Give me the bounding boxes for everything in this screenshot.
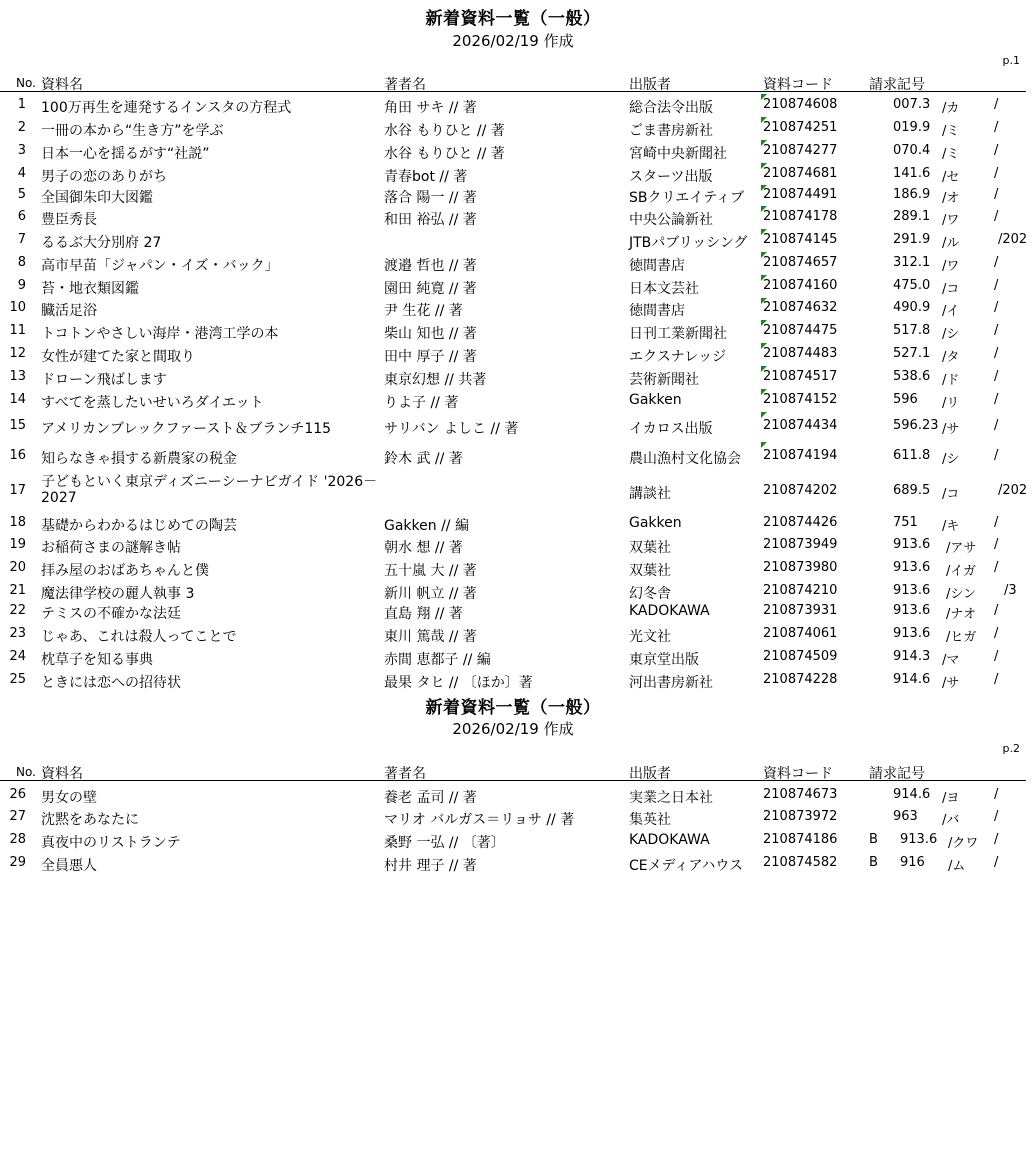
row-number: 22 [9, 603, 26, 618]
call-volume-cell: / [994, 323, 999, 338]
call-author-mark-cell: /クワ [948, 836, 979, 851]
call-volume-cell: / [994, 809, 999, 824]
cell-comment-marker [761, 442, 767, 448]
author-cell: 和田 裕弘 // 著 [384, 212, 477, 228]
call-volume-cell: /202 [998, 483, 1028, 498]
material-code-cell: 210874160 [763, 278, 838, 293]
title-cell: 一冊の本から“生き方”を学ぶ [41, 123, 224, 139]
table-row [0, 206, 1026, 228]
material-code-cell: 210874509 [763, 649, 838, 664]
call-volume-cell: / [994, 120, 999, 135]
call-author-mark-cell: /コ [942, 282, 960, 297]
title-cell: 男女の壁 [41, 790, 97, 806]
call-class-cell: 963 [893, 809, 918, 824]
call-volume-cell: / [994, 515, 999, 530]
publisher-cell: 農山漁村文化協会 [629, 451, 741, 467]
row-number: 12 [9, 346, 26, 361]
author-cell: 田中 厚子 // 著 [384, 349, 477, 365]
call-class-cell: 490.9 [893, 300, 931, 315]
call-class-cell: 007.3 [893, 97, 931, 112]
row-number: 14 [9, 392, 26, 407]
publisher-cell: 河出書房新社 [629, 675, 713, 691]
call-author-mark-cell: /ド [942, 373, 960, 388]
call-volume-cell: / [994, 300, 999, 315]
row-number: 7 [17, 232, 26, 247]
call-class-cell: 291.9 [893, 232, 931, 247]
call-volume-cell: / [994, 187, 999, 202]
table-row [0, 829, 1026, 851]
call-class-cell: 914.6 [893, 672, 931, 687]
table-row [0, 320, 1026, 342]
material-code-cell: 210874632 [763, 300, 838, 315]
material-code-cell: 210874202 [763, 483, 838, 498]
call-author-mark-cell: /ワ [942, 213, 960, 228]
title-cell: 枕草子を知る事典 [41, 652, 153, 668]
page-number: p.2 [1002, 742, 1020, 755]
call-author-mark-cell: /アサ [946, 541, 977, 556]
table-row [0, 117, 1026, 139]
table-row [0, 557, 1026, 579]
call-volume-cell: / [994, 255, 999, 270]
call-volume-cell: / [994, 392, 999, 407]
table-row [0, 229, 1026, 251]
table-row [0, 472, 1026, 510]
cell-comment-marker [761, 229, 767, 235]
cell-comment-marker [761, 366, 767, 372]
call-author-mark-cell: /シ [942, 452, 960, 467]
material-code-cell: 210874186 [763, 832, 838, 847]
page-number: p.1 [1002, 54, 1020, 67]
table-row [0, 366, 1026, 388]
material-code-cell: 210873980 [763, 560, 838, 575]
call-author-mark-cell: /ミ [942, 147, 960, 162]
table-row [0, 389, 1026, 411]
title-cell: お稲荷さまの謎解き帖 [41, 540, 181, 556]
row-number: 27 [9, 809, 26, 824]
material-code-cell: 210874426 [763, 515, 838, 530]
title-cell: 高市早苗「ジャパン・イズ・バック」 [41, 258, 279, 274]
table-row [0, 534, 1026, 556]
table-row [0, 442, 1026, 471]
row-number: 2 [17, 120, 26, 135]
author-cell: 五十嵐 大 // 著 [384, 563, 477, 579]
publisher-cell: スターツ出版 [629, 169, 713, 185]
cell-comment-marker [761, 412, 767, 418]
call-volume-cell: / [994, 626, 999, 641]
call-author-mark-cell: /ワ [942, 259, 960, 274]
call-class-cell: 914.6 [893, 787, 931, 802]
cell-comment-marker [761, 185, 767, 191]
call-author-mark-cell: /コ [942, 487, 960, 502]
call-author-mark-cell: /サ [942, 422, 960, 437]
title-cell: すべてを蒸したいせいろダイエット [41, 395, 264, 411]
row-number: 29 [9, 855, 26, 870]
row-number: 25 [9, 672, 26, 687]
title-cell: 子どもといく東京ディズニーシーナビガイド '2026－2027 [41, 474, 378, 506]
title-cell: 全国御朱印大図鑑 [41, 190, 153, 206]
header-author: 著者名 [384, 766, 426, 782]
row-number: 26 [9, 787, 26, 802]
material-code-cell: 210874210 [763, 583, 838, 598]
material-code-cell: 210873949 [763, 537, 838, 552]
author-cell: Gakken // 編 [384, 518, 469, 534]
call-class-cell: 913.6 [900, 832, 938, 847]
call-author-mark-cell: /バ [942, 813, 960, 828]
author-cell: 角田 サキ // 著 [384, 100, 477, 116]
author-cell: 村井 理子 // 著 [384, 858, 477, 874]
publisher-cell: イカロス出版 [629, 421, 713, 437]
call-volume-cell: / [994, 448, 999, 463]
call-author-mark-cell: /セ [942, 170, 960, 185]
row-number: 6 [17, 209, 26, 224]
call-prefix-cell: B [869, 855, 878, 870]
table-row [0, 343, 1026, 365]
material-code-cell: 210874517 [763, 369, 838, 384]
material-code-cell: 210874475 [763, 323, 838, 338]
row-number: 18 [9, 515, 26, 530]
publisher-cell: 芸術新聞社 [629, 372, 699, 388]
table-row [0, 646, 1026, 668]
publisher-cell: 徳間書店 [629, 258, 685, 274]
row-number: 21 [9, 583, 26, 598]
table-row [0, 623, 1026, 645]
call-class-cell: 913.6 [893, 537, 931, 552]
header-no: No. [16, 76, 36, 90]
call-volume-cell: / [994, 672, 999, 687]
publisher-cell: エクスナレッジ [629, 349, 727, 365]
call-class-cell: 913.6 [893, 626, 931, 641]
column-header-row [0, 69, 1026, 92]
page-title: 新着資料一覧（一般） [425, 698, 601, 718]
call-author-mark-cell: /タ [942, 350, 960, 365]
call-author-mark-cell: /ム [948, 859, 966, 874]
call-class-cell: 913.6 [893, 560, 931, 575]
call-class-cell: 751 [893, 515, 918, 530]
table-row [0, 669, 1026, 691]
cell-comment-marker [761, 389, 767, 395]
call-author-mark-cell: /ミ [942, 124, 960, 139]
author-cell: 柴山 知也 // 著 [384, 326, 477, 342]
call-volume-cell: /3 [1004, 583, 1017, 598]
publisher-cell: KADOKAWA [629, 832, 710, 848]
author-cell: 桑野 一弘 // 〔著〕 [384, 835, 505, 851]
publisher-cell: KADOKAWA [629, 603, 710, 619]
call-class-cell: 913.6 [893, 583, 931, 598]
publisher-cell: 講談社 [629, 486, 671, 502]
call-class-cell: 517.8 [893, 323, 931, 338]
publisher-cell: Gakken [629, 392, 682, 408]
title-cell: ときには恋への招待状 [41, 675, 181, 691]
title-cell: テミスの不確かな法廷 [41, 606, 181, 622]
author-cell: 新川 帆立 // 著 [384, 586, 477, 602]
author-cell: 東京幻想 // 共著 [384, 372, 487, 388]
publisher-cell: CEメディアハウス [629, 858, 743, 874]
call-author-mark-cell: /ヨ [942, 791, 960, 806]
call-class-cell: 538.6 [893, 369, 931, 384]
author-cell: りよ子 // 著 [384, 395, 459, 411]
title-cell: ドローン飛ばします [41, 372, 167, 388]
author-cell: 落合 陽一 // 著 [384, 190, 477, 206]
table-row [0, 852, 1026, 874]
cell-comment-marker [761, 140, 767, 146]
material-code-cell: 210874251 [763, 120, 838, 135]
publisher-cell: 光文社 [629, 629, 671, 645]
title-cell: るるぶ大分別府 27 [41, 235, 162, 251]
author-cell: 水谷 もりひと // 著 [384, 123, 505, 139]
row-number: 3 [17, 143, 26, 158]
row-number: 13 [9, 369, 26, 384]
table-row [0, 298, 1026, 319]
publisher-cell: 総合法令出版 [629, 100, 713, 116]
table-row [0, 601, 1026, 622]
material-code-cell: 210874483 [763, 346, 838, 361]
call-author-mark-cell: /シン [946, 587, 977, 602]
cell-comment-marker [761, 343, 767, 349]
material-code-cell: 210874582 [763, 855, 838, 870]
title-cell: 知らなきゃ損する新農家の税金 [41, 451, 237, 467]
row-number: 4 [17, 166, 26, 181]
material-code-cell: 210874145 [763, 232, 838, 247]
call-class-cell: 596.23 [893, 418, 939, 433]
cell-comment-marker [761, 252, 767, 258]
call-volume-cell: / [994, 166, 999, 181]
author-cell: 青春bot // 著 [384, 169, 468, 185]
call-volume-cell: / [994, 649, 999, 664]
publisher-cell: 双葉社 [629, 540, 671, 556]
author-cell: 渡邉 哲也 // 著 [384, 258, 477, 274]
author-cell: サリバン よしこ // 著 [384, 421, 519, 437]
title-cell: 男子の恋のありがち [41, 169, 167, 185]
call-author-mark-cell: /ナオ [946, 607, 977, 622]
call-volume-cell: / [994, 560, 999, 575]
header-code: 資料コード [763, 766, 833, 782]
table-row [0, 94, 1026, 116]
title-cell: トコトンやさしい海岸・港湾工学の本 [41, 326, 279, 342]
call-class-cell: 916 [900, 855, 925, 870]
call-author-mark-cell: /マ [942, 653, 960, 668]
call-class-cell: 186.9 [893, 187, 931, 202]
publisher-cell: 中央公論新社 [629, 212, 713, 228]
material-code-cell: 210874657 [763, 255, 838, 270]
call-class-cell: 914.3 [893, 649, 931, 664]
title-cell: 沈黙をあなたに [41, 812, 139, 828]
title-cell: 100万再生を連発するインスタの方程式 [41, 100, 292, 116]
publisher-cell: 双葉社 [629, 563, 671, 579]
material-code-cell: 210874061 [763, 626, 838, 641]
table-row [0, 185, 1026, 206]
header-publisher: 出版者 [629, 77, 671, 93]
table-row [0, 252, 1026, 274]
call-author-mark-cell: /ル [942, 236, 960, 251]
publisher-cell: Gakken [629, 515, 682, 531]
material-code-cell: 210874673 [763, 787, 838, 802]
material-code-cell: 210874277 [763, 143, 838, 158]
title-cell: 全員悪人 [41, 858, 97, 874]
cell-comment-marker [761, 117, 767, 123]
call-volume-cell: / [994, 209, 999, 224]
publisher-cell: 日本文芸社 [629, 281, 699, 297]
title-cell: 女性が建てた家と間取り [41, 349, 195, 365]
material-code-cell: 210874681 [763, 166, 838, 181]
author-cell: 園田 純寛 // 著 [384, 281, 477, 297]
table-row [0, 806, 1026, 828]
header-title: 資料名 [41, 766, 83, 782]
table-row [0, 140, 1026, 162]
material-code-cell: 210874178 [763, 209, 838, 224]
cell-comment-marker [761, 163, 767, 169]
column-header-row [0, 758, 1026, 781]
row-number: 5 [17, 187, 26, 202]
publisher-cell: 集英社 [629, 812, 671, 828]
row-number: 17 [9, 483, 26, 498]
call-class-cell: 596 [893, 392, 918, 407]
cell-comment-marker [761, 275, 767, 281]
call-class-cell: 611.8 [893, 448, 931, 463]
row-number: 20 [9, 560, 26, 575]
table-row [0, 784, 1026, 806]
row-number: 8 [17, 255, 26, 270]
material-code-cell: 210874152 [763, 392, 838, 407]
publisher-cell: 幻冬舎 [629, 586, 671, 602]
call-author-mark-cell: /イガ [946, 564, 976, 579]
material-code-cell: 210873972 [763, 809, 838, 824]
row-number: 15 [9, 418, 26, 433]
call-volume-cell: / [994, 418, 999, 433]
material-code-cell: 210874491 [763, 187, 838, 202]
row-number: 10 [9, 300, 26, 315]
call-prefix-cell: B [869, 832, 878, 847]
publisher-cell: SBクリエイティブ [629, 190, 745, 206]
row-number: 1 [17, 97, 26, 112]
title-cell: 豊臣秀長 [41, 212, 97, 228]
row-number: 11 [9, 323, 26, 338]
call-author-mark-cell: /イ [942, 304, 960, 319]
title-cell: 拝み屋のおばあちゃんと僕 [41, 563, 209, 579]
call-class-cell: 527.1 [893, 346, 931, 361]
call-volume-cell: / [994, 346, 999, 361]
call-volume-cell: / [994, 143, 999, 158]
call-author-mark-cell: /ヒガ [946, 630, 977, 645]
cell-comment-marker [761, 206, 767, 212]
call-class-cell: 289.1 [893, 209, 931, 224]
call-class-cell: 689.5 [893, 483, 931, 498]
publisher-cell: 徳間書店 [629, 303, 685, 319]
material-code-cell: 210873931 [763, 603, 838, 618]
call-author-mark-cell: /キ [942, 519, 960, 534]
row-number: 28 [9, 832, 26, 847]
header-code: 資料コード [763, 77, 833, 93]
author-cell: 直島 翔 // 著 [384, 606, 463, 622]
call-author-mark-cell: /リ [942, 396, 960, 411]
header-publisher: 出版者 [629, 766, 671, 782]
title-cell: アメリカンブレックファースト＆ブランチ115 [41, 421, 332, 437]
publisher-cell: 日刊工業新聞社 [629, 326, 727, 342]
row-number: 19 [9, 537, 26, 552]
call-volume-cell: / [994, 537, 999, 552]
material-code-cell: 210874228 [763, 672, 838, 687]
call-volume-cell: / [994, 97, 999, 112]
author-cell: マリオ バルガス＝リョサ // 著 [384, 812, 575, 828]
table-row [0, 275, 1026, 297]
call-class-cell: 475.0 [893, 278, 931, 293]
call-class-cell: 070.4 [893, 143, 931, 158]
material-code-cell: 210874608 [763, 97, 838, 112]
title-cell: じゃあ、これは殺人ってことで [41, 629, 237, 645]
material-code-cell: 210874434 [763, 418, 838, 433]
table-row [0, 580, 1026, 602]
author-cell: 朝水 想 // 著 [384, 540, 463, 556]
title-cell: 臓活足浴 [41, 303, 97, 319]
publisher-cell: JTBパブリッシング [629, 235, 748, 251]
author-cell: 鈴木 武 // 著 [384, 451, 463, 467]
header-no: No. [16, 765, 36, 779]
header-call-number: 請求記号 [869, 77, 925, 93]
call-volume-cell: / [994, 855, 999, 870]
table-row [0, 512, 1026, 534]
publisher-cell: 宮崎中央新聞社 [629, 146, 727, 162]
call-author-mark-cell: /サ [942, 676, 960, 691]
table-row [0, 163, 1026, 185]
header-title: 資料名 [41, 77, 83, 93]
call-volume-cell: / [994, 832, 999, 847]
call-class-cell: 019.9 [893, 120, 931, 135]
call-volume-cell: / [994, 787, 999, 802]
title-cell: 魔法律学校の麗人執事 3 [41, 586, 195, 602]
row-number: 23 [9, 626, 26, 641]
title-cell: 基礎からわかるはじめての陶芸 [41, 518, 237, 534]
publisher-cell: 実業之日本社 [629, 790, 713, 806]
row-number: 9 [17, 278, 26, 293]
call-class-cell: 141.6 [893, 166, 931, 181]
call-class-cell: 312.1 [893, 255, 931, 270]
row-number: 16 [9, 448, 26, 463]
cell-comment-marker [761, 94, 767, 100]
author-cell: 水谷 もりひと // 著 [384, 146, 505, 162]
call-author-mark-cell: /オ [942, 191, 960, 206]
author-cell: 養老 孟司 // 著 [384, 790, 477, 806]
row-number: 24 [9, 649, 26, 664]
created-date: 2026/02/19 作成 [452, 32, 574, 50]
title-cell: 真夜中のリストランテ [41, 835, 181, 851]
call-volume-cell: / [994, 603, 999, 618]
author-cell: 東川 篤哉 // 著 [384, 629, 477, 645]
header-call-number: 請求記号 [869, 766, 925, 782]
title-cell: 日本一心を揺るがす“社説” [41, 146, 210, 162]
title-cell: 苔・地衣類図鑑 [41, 281, 139, 297]
author-cell: 尹 生花 // 著 [384, 303, 463, 319]
call-author-mark-cell: /シ [942, 327, 960, 342]
header-author: 著者名 [384, 77, 426, 93]
publisher-cell: ごま書房新社 [629, 123, 713, 139]
publisher-cell: 東京堂出版 [629, 652, 699, 668]
cell-comment-marker [761, 320, 767, 326]
page-title: 新着資料一覧（一般） [425, 9, 601, 29]
table-row [0, 412, 1026, 441]
author-cell: 赤間 恵都子 // 編 [384, 652, 491, 668]
material-code-cell: 210874194 [763, 448, 838, 463]
cell-comment-marker [761, 298, 767, 304]
created-date: 2026/02/19 作成 [452, 720, 574, 738]
author-cell: 最果 タヒ // 〔ほか〕著 [384, 675, 533, 691]
call-author-mark-cell: /カ [942, 101, 960, 116]
call-volume-cell: / [994, 278, 999, 293]
call-volume-cell: / [994, 369, 999, 384]
call-class-cell: 913.6 [893, 603, 931, 618]
call-volume-cell: /202 [998, 232, 1028, 247]
